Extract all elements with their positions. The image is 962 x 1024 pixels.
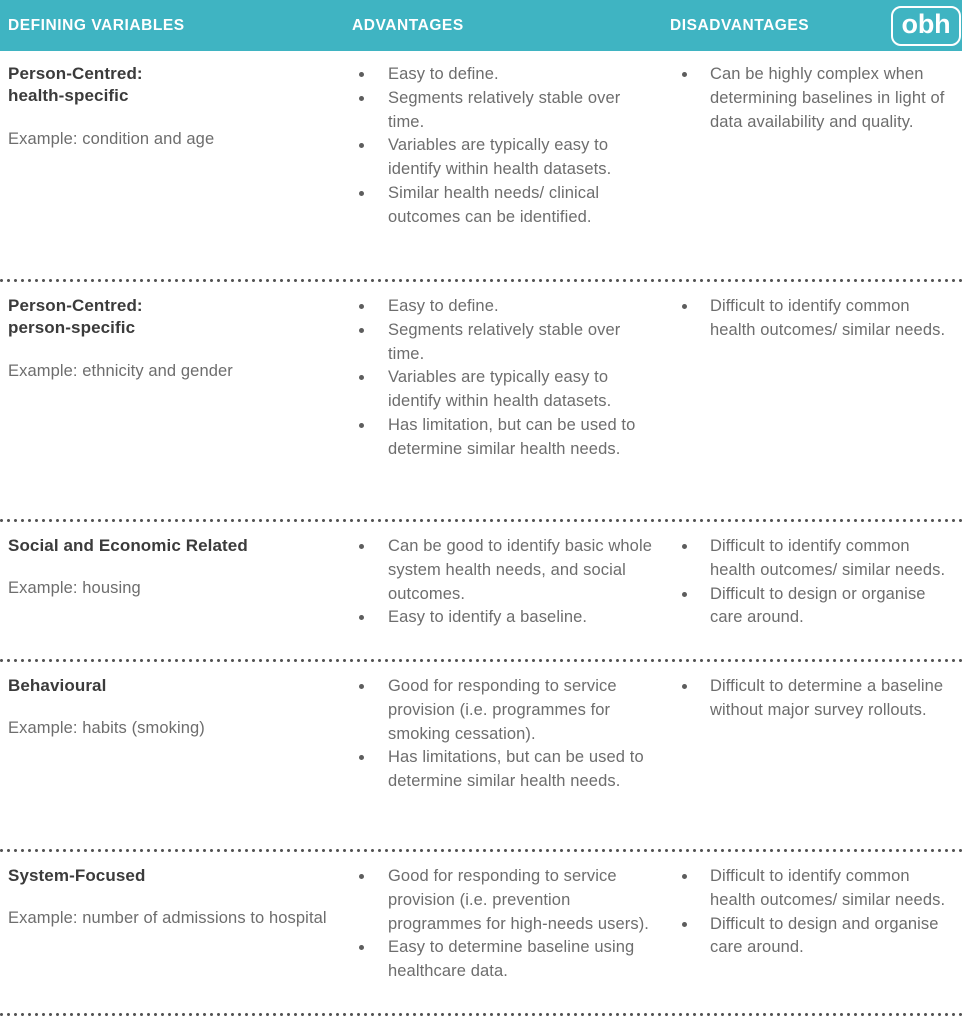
bullet-dot-icon (682, 72, 687, 77)
list-item (344, 535, 652, 606)
cell-defining-variable (0, 51, 340, 279)
list-item-text: Difficult to determine a baseline without major survey rollouts. (710, 677, 944, 719)
variable-example: Example: habits (smoking) (8, 719, 205, 738)
cell-advantages (340, 523, 660, 659)
list-item-text: Difficult to identify common health outcomes/ similar needs. (710, 867, 946, 909)
list-item-text: Difficult to identify common health outcomes/ similar needs. (710, 297, 946, 339)
bullet-dot-icon (359, 423, 364, 428)
bullet-dot-icon (359, 755, 364, 760)
variable-title (8, 295, 328, 340)
bullet-dot-icon (682, 922, 687, 927)
disadvantages-list (668, 295, 954, 343)
list-item-text: Easy to define. (388, 65, 499, 83)
bullet-dot-icon (359, 304, 364, 309)
bullet-dot-icon (682, 304, 687, 309)
list-item (668, 535, 954, 583)
list-item-text: Easy to determine baseline using healthcare data. (388, 938, 635, 980)
cell-defining-variable (0, 663, 340, 849)
list-item (668, 675, 954, 723)
bullet-dot-icon (682, 874, 687, 879)
variable-title-line-1: Behavioural (8, 676, 107, 695)
variable-title (8, 63, 328, 108)
list-item-text: Good for responding to service provision (i.e. programmes for smoking cessation). (388, 677, 617, 743)
variable-example: Example: housing (8, 579, 141, 598)
variable-title (8, 535, 328, 557)
variable-example: Example: ethnicity and gender (8, 361, 233, 380)
disadvantages-list (668, 675, 954, 723)
table-row (0, 523, 962, 659)
bullet-dot-icon (359, 615, 364, 620)
list-item (668, 913, 954, 961)
bullet-dot-icon (359, 874, 364, 879)
logo-container (892, 6, 962, 46)
column-header-disadvantages: DISADVANTAGES (670, 16, 810, 34)
table-row (0, 51, 962, 279)
variable-title-line-1: Person-Centred: (8, 296, 143, 315)
list-item-text: Easy to identify a baseline. (388, 608, 588, 627)
list-item (344, 319, 652, 367)
bullet-dot-icon (682, 684, 687, 689)
list-item (344, 182, 652, 230)
cell-defining-variable (0, 853, 340, 1013)
list-item-text: Similar health needs/ clinical outcomes can be identified. (388, 183, 600, 226)
list-item (344, 606, 652, 630)
list-item (344, 414, 652, 462)
advantages-list (344, 865, 652, 984)
list-item-text: Variables are typically easy to identify within health datasets. (388, 136, 612, 178)
bullet-dot-icon (359, 96, 364, 101)
bullet-dot-icon (359, 945, 364, 950)
bullet-dot-icon (359, 191, 364, 196)
advantages-list (344, 63, 652, 229)
bullet-dot-icon (359, 544, 364, 549)
cell-disadvantages (660, 853, 962, 1013)
list-item-text: Difficult to design or organise care around. (710, 584, 926, 627)
list-item-text: Segments relatively stable over time. (388, 88, 621, 131)
list-item (668, 295, 954, 343)
cell-defining-variable (0, 523, 340, 659)
list-item (344, 63, 652, 87)
obh-logo-text: obh (901, 9, 951, 39)
advantages-list (344, 295, 652, 461)
cell-disadvantages (660, 283, 962, 519)
cell-disadvantages (660, 51, 962, 279)
list-item-text: Easy to define. (388, 297, 499, 315)
list-item-text: Can be good to identify basic whole system health needs, and social outcomes. (388, 537, 653, 603)
cell-advantages (340, 51, 660, 279)
row-divider (0, 1013, 962, 1017)
advantages-list (344, 675, 652, 794)
list-item (344, 746, 652, 794)
list-item-text: Has limitations, but can be used to determine similar health needs. (388, 748, 644, 790)
list-item (668, 865, 954, 913)
list-item-text: Has limitation, but can be used to determine similar health needs. (388, 415, 636, 458)
variable-title (8, 675, 328, 697)
bullet-dot-icon (682, 592, 687, 597)
table-row (0, 853, 962, 1013)
bullet-dot-icon (359, 72, 364, 77)
disadvantages-list (668, 535, 954, 630)
list-item (344, 865, 652, 936)
bullet-dot-icon (359, 143, 364, 148)
list-item-text: Difficult to design and organise care around. (710, 914, 939, 957)
variable-title-line-1: Person-Centred: (8, 64, 143, 83)
bullet-dot-icon (359, 328, 364, 333)
obh-logo (891, 6, 961, 46)
variable-title-line-2: health-specific (8, 86, 129, 106)
variable-title-line-1: Social and Economic Related (8, 536, 248, 555)
column-header-defining-variables: DEFINING VARIABLES (8, 16, 185, 34)
cell-advantages (340, 853, 660, 1013)
cell-disadvantages (660, 663, 962, 849)
disadvantages-list (668, 63, 954, 134)
variable-title-line-2: person-specific (8, 318, 136, 338)
cell-disadvantages (660, 523, 962, 659)
advantages-list (344, 535, 652, 630)
list-item-text: Variables are typically easy to identify within health datasets. (388, 368, 612, 410)
cell-advantages (340, 283, 660, 519)
table-row (0, 663, 962, 849)
list-item-text: Difficult to identify common health outcomes/ similar needs. (710, 537, 946, 579)
list-item (344, 366, 652, 414)
list-item (668, 63, 954, 134)
variable-example: Example: number of admissions to hospital (8, 909, 327, 928)
list-item (344, 295, 652, 319)
list-item (344, 87, 652, 135)
list-item (344, 134, 652, 182)
table-body (0, 51, 962, 1017)
list-item (344, 936, 652, 984)
bullet-dot-icon (359, 684, 364, 689)
cell-defining-variable (0, 283, 340, 519)
list-item-text: Segments relatively stable over time. (388, 320, 621, 363)
list-item (344, 675, 652, 746)
bullet-dot-icon (682, 544, 687, 549)
table-row (0, 283, 962, 519)
bullet-dot-icon (359, 375, 364, 380)
list-item-text: Good for responding to service provision (i.e. prevention programmes for high-needs users). (388, 867, 649, 933)
list-item (668, 583, 954, 631)
disadvantages-list (668, 865, 954, 960)
table-header (0, 0, 962, 51)
variable-title-line-1: System-Focused (8, 866, 146, 885)
cell-advantages (340, 663, 660, 849)
variable-title (8, 865, 328, 887)
list-item-text: Can be highly complex when determining baselines in light of data availability and quality. (710, 65, 945, 131)
column-header-advantages: ADVANTAGES (352, 16, 464, 34)
variable-example: Example: condition and age (8, 129, 215, 148)
